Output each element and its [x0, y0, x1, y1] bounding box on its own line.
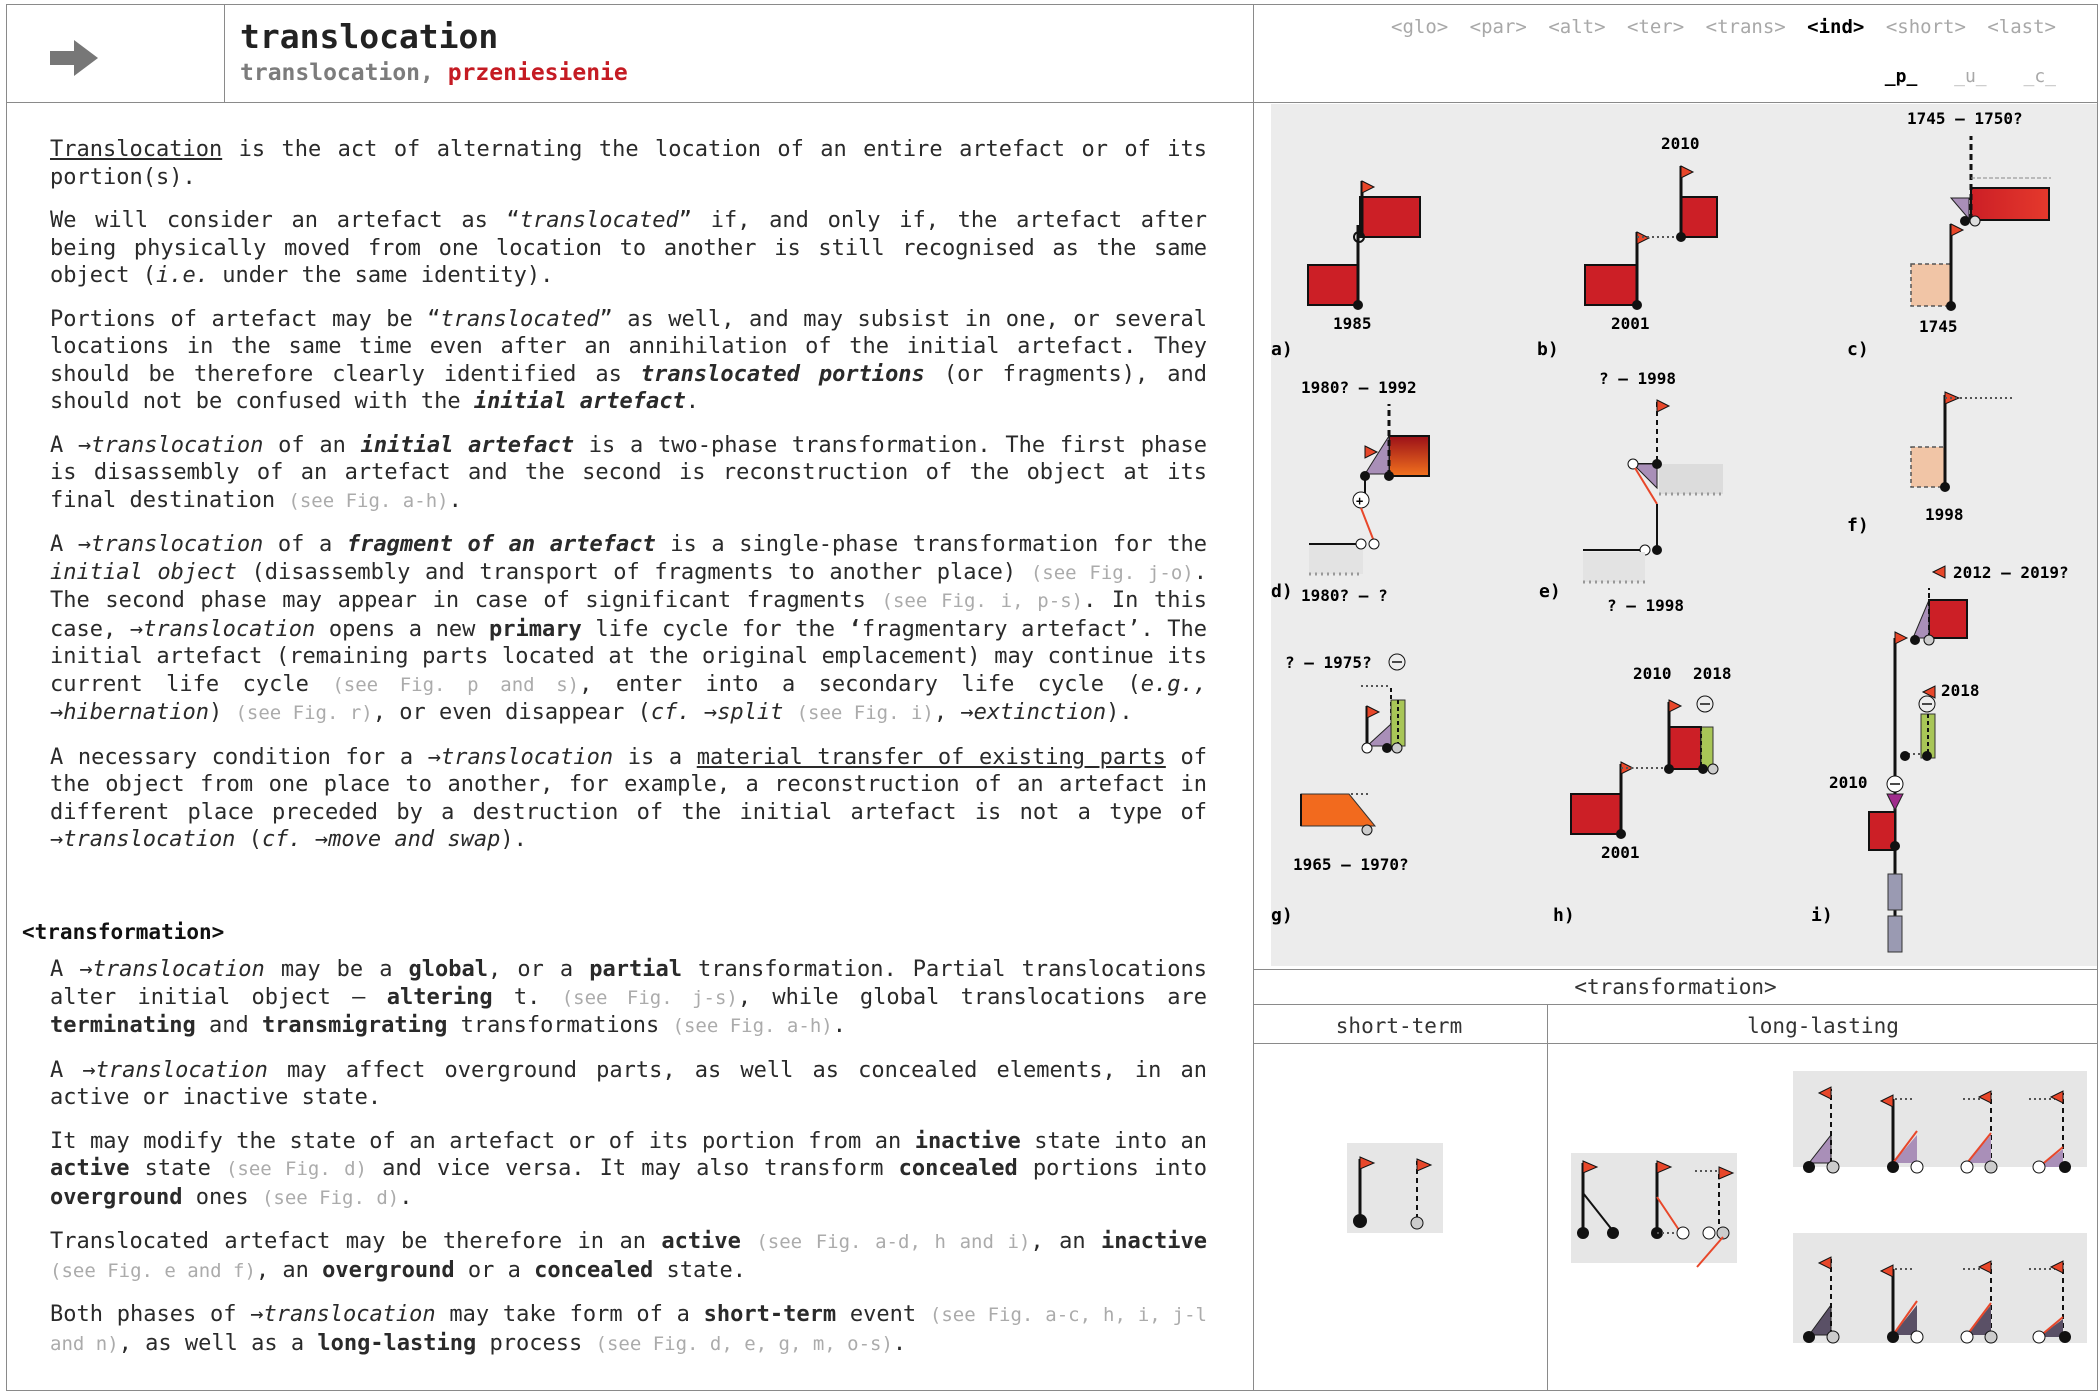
paragraph-5: A →translocation of a fragment of an artefact is a single-phase transformation for the initial object (disassembly and transport of fragments to another place) (see Fig. j-o). The second phase may appear in case of significant fragments (see Fig. i, p-s). In this case, →translocation opens a new primary life cycle for the ‘fragmentary artefact’. The initial artefact (remaining parts located at the original emplacement) may continue its current life cycle (see Fig. p and s), enter into a secondary life cycle (e.g., →hibernation) (see Fig. r), or even disappear (cf. →split (see Fig. i), →extinction).	[50, 532, 1207, 725]
fig-c-top: 1745 – 1750?	[1907, 109, 2023, 128]
svg-text:+: +	[1356, 494, 1364, 508]
fig-label-e: e)	[1539, 581, 1561, 602]
fig-b-bottom: 2001	[1611, 314, 1650, 333]
page-title: translocation	[240, 17, 499, 56]
fig-g-top: ? – 1975?	[1285, 653, 1372, 672]
long-lasting-icons-right	[1793, 1071, 2087, 1343]
fig-b-top: 2010	[1661, 134, 1700, 153]
subtitle-english: translocation,	[240, 60, 434, 86]
long-lasting-icons-left	[1571, 1153, 1737, 1267]
paragraph-9: It may modify the state of an artefact or of its portion from an inactive state into an active state (see Fig. d) and vice versa. It may also transform concealed portions into overground ones (see Fig. d).	[50, 1128, 1208, 1210]
paragraph-1: Translocation is the act of alternating the location of an entire artefact or of its portion(s).	[50, 137, 1207, 190]
paragraph-10: Translocated artefact may be therefore in an active (see Fig. a-d, h and i), an inactive (see Fig. e and f), an overground or a concealed state.	[50, 1229, 1208, 1283]
fig-label-g: g)	[1271, 905, 1293, 926]
fig-label-c: c)	[1847, 339, 1869, 360]
figure-e	[1539, 369, 1723, 615]
figure-panel	[1271, 104, 2097, 966]
fig-i-top: 2012 – 2019?	[1953, 563, 2069, 582]
figure-i	[1811, 563, 2069, 952]
paragraph-7: A →translocation may be a global, or a partial transformation. Partial translocations alter initial object – altering t. (see Fig. j-s), while global translocations are terminating and transmigrating transformations (see Fig. a-h).	[50, 957, 1208, 1038]
mode-u[interactable]: _u_	[1954, 66, 1987, 87]
nav-par[interactable]: <par>	[1469, 16, 1527, 38]
fig-label-i: i)	[1811, 905, 1833, 926]
paragraph-4: A →translocation of an initial artefact is a two-phase transformation. The first phase is disassembly of an artefact and the second is reconstruction of the object at its final destination (see Fig. a-h).	[50, 432, 1208, 513]
short-term-header: short-term	[1335, 1014, 1463, 1038]
header-bottom-line	[6, 102, 2098, 103]
nav-last[interactable]: <last>	[1987, 16, 2056, 38]
fig-h-bottom: 2001	[1601, 843, 1640, 862]
section-nav	[1381, 16, 2056, 38]
nav-ind[interactable]: <ind>	[1807, 16, 1865, 38]
fig-label-f: f)	[1847, 515, 1869, 536]
transformation-text	[50, 956, 1207, 1374]
figure-f	[1847, 392, 2015, 536]
figure-h	[1553, 664, 1732, 926]
fig-label-b: b)	[1537, 339, 1559, 360]
figure-d	[1271, 378, 1429, 605]
mode-c[interactable]: _c_	[2023, 66, 2056, 87]
figure-g	[1271, 653, 1409, 926]
transformation-header: <transformation>	[1574, 975, 1777, 999]
nav-alt[interactable]: <alt>	[1548, 16, 1606, 38]
nav-ter[interactable]: <ter>	[1626, 16, 1685, 38]
arrow-right-icon[interactable]	[48, 38, 100, 78]
header-divider	[224, 4, 225, 102]
fig-label-h: h)	[1553, 905, 1575, 926]
fig-label-d: d)	[1271, 581, 1293, 602]
fig-label-a: a)	[1271, 339, 1293, 360]
paragraph-11: Both phases of →translocation may take form of a short-term event (see Fig. a-c, h, i, j-l and n), as well as a long-lasting process (see Fig. d, e, g, m, o-s).	[50, 1302, 1207, 1356]
nav-short[interactable]: <short>	[1885, 16, 1966, 38]
figure-c	[1847, 109, 2051, 360]
paragraph-6: A necessary condition for a →translocation is a material transfer of existing parts of the object from one place to another, for example, a reconstruction of an artefact in different place preceded by a destruction of the initial artefact is not a type of →translocation (cf. →move and swap).	[50, 744, 1207, 852]
figure-a	[1271, 181, 1420, 360]
paragraph-8: A →translocation may affect overground parts, as well as concealed elements, in an active or inactive state.	[50, 1057, 1207, 1110]
long-lasting-header: long-lasting	[1747, 1014, 1899, 1038]
fig-f-date: 1998	[1925, 505, 1964, 524]
paragraph-2: We will consider an artefact as “translocated” if, and only if, the artefact after being physically moved from one location to another is still recognised as the same object (i.e. under the same identity).	[50, 208, 1207, 288]
fig-c-bottom: 1745	[1919, 317, 1958, 336]
fig-e-bottom: ? – 1998	[1607, 596, 1685, 615]
short-term-icons	[1347, 1143, 1443, 1233]
fig-d-bottom: 1980? – ?	[1301, 586, 1388, 605]
fig-h-top1: 2010	[1633, 664, 1672, 683]
fig-i-left: 2010	[1829, 773, 1868, 792]
fig-a-date: 1985	[1333, 314, 1372, 333]
page-subtitle	[240, 60, 628, 86]
fig-d-top: 1980? – 1992	[1301, 378, 1417, 397]
definition-text	[50, 136, 1207, 870]
paragraph-3: Portions of artefact may be “translocated” as well, and may subsist in one, or several locations in the same time even after an annihilation of the initial artefact. They should be therefore clearly identified as translocated portions (or fragments), and should not be confused with the initial artefact.	[50, 306, 1208, 414]
fig-i-mid: 2018	[1941, 681, 1980, 700]
fig-e-top: ? – 1998	[1599, 369, 1677, 388]
mode-p[interactable]: _p_	[1884, 66, 1918, 87]
fig-h-top2: 2018	[1693, 664, 1732, 683]
transformation-icons	[1253, 1043, 2098, 1391]
subtitle-polish: przeniesienie	[447, 60, 628, 86]
nav-glo[interactable]: <glo>	[1391, 16, 1449, 38]
nav-trans[interactable]: <trans>	[1705, 16, 1786, 38]
transformation-head-line	[1253, 1004, 2098, 1005]
fig-g-bottom: 1965 – 1970?	[1293, 855, 1409, 874]
mode-switch	[1859, 66, 2056, 87]
figure-b	[1537, 134, 1717, 360]
section-heading-transformation: <transformation>	[22, 920, 225, 944]
